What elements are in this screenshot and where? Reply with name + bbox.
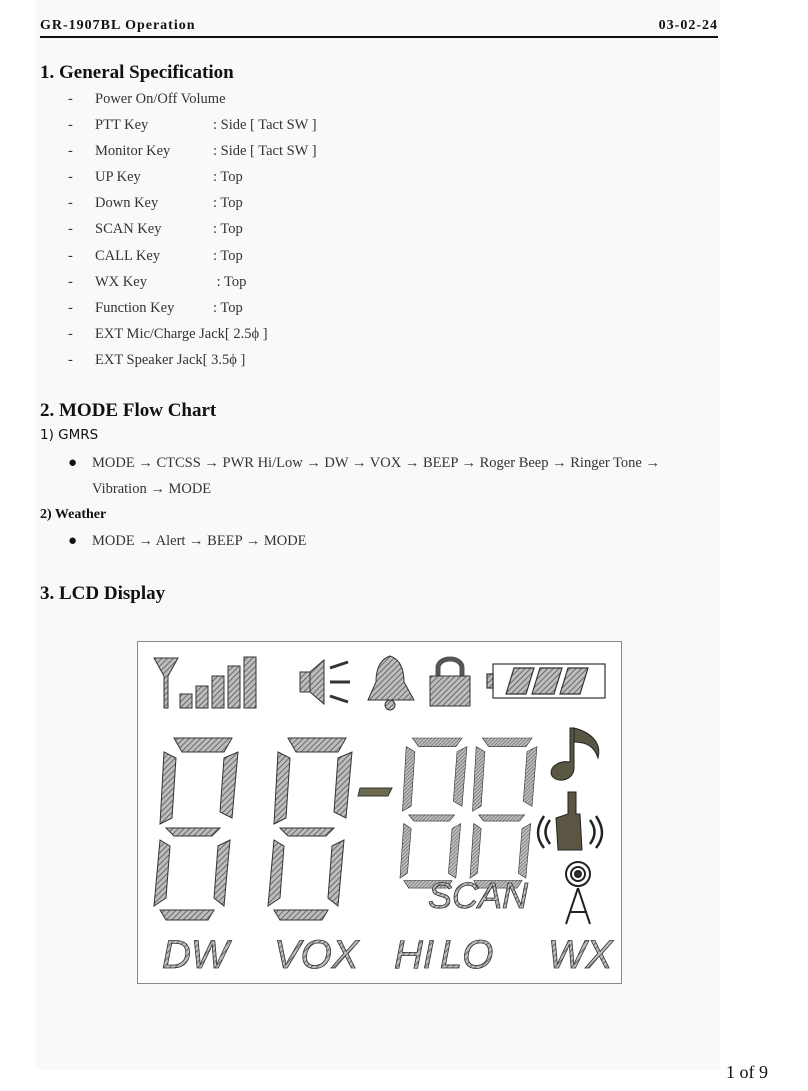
lcd-scan-label: SCAN	[428, 875, 529, 916]
section-mode-flow-title: 2. MODE Flow Chart	[40, 400, 217, 421]
bullet-icon: ●	[68, 533, 78, 549]
gmrs-flow	[68, 450, 728, 502]
vibration-icon	[538, 792, 602, 850]
document-title: GR-1907BL Operation	[40, 18, 196, 33]
weather-flow: ● MODE → Alert → BEEP → MODE	[68, 528, 728, 554]
bell-icon	[368, 656, 414, 710]
section-general-spec-title: 1. General Specification	[40, 62, 234, 83]
document-date: 03-02-24	[658, 18, 718, 33]
section-lcd-title: 3. LCD Display	[40, 583, 166, 604]
weather-antenna-icon	[566, 862, 590, 924]
lcd-illustration	[138, 642, 621, 983]
spec-list	[68, 89, 317, 376]
list-item: - Function Key : Top	[68, 299, 243, 316]
page-header	[40, 18, 718, 38]
lcd-vox-label: VOX	[274, 933, 359, 977]
list-item: - PTT Key : Side [ Tact SW ]	[68, 117, 317, 134]
lcd-digits-right	[400, 738, 537, 888]
lcd-digits-left	[154, 738, 352, 920]
list-item: - UP Key : Top	[68, 169, 243, 186]
lock-icon	[430, 659, 470, 706]
gmrs-flow-line-2: Vibration → MODE	[92, 481, 212, 497]
bullet-icon: ●	[68, 455, 78, 471]
list-item: - EXT Mic/Charge Jack[ 2.5ϕ ]	[68, 325, 268, 342]
lcd-wx-label: WX	[548, 933, 613, 977]
lcd-dw-label: DW	[162, 933, 229, 977]
gmrs-flow-line-1: ● MODE → CTCSS → PWR Hi/Low → DW → VOX → BEEP → Roger Beep → Ringer Tone →	[68, 450, 728, 476]
page-number: 1 of 9	[726, 1062, 768, 1082]
battery-icon	[487, 664, 605, 698]
list-item: - SCAN Key : Top	[68, 221, 243, 238]
list-item: - Power On/Off Volume	[68, 91, 226, 107]
music-note-icon	[551, 728, 599, 780]
list-item: - WX Key : Top	[68, 273, 247, 290]
lcd-display-figure	[137, 641, 622, 984]
lcd-lo-label: LO	[440, 933, 494, 977]
gmrs-label: 1) GMRS	[40, 427, 99, 443]
speaker-icon	[300, 660, 350, 704]
lcd-dash	[358, 788, 392, 796]
list-item: - CALL Key : Top	[68, 247, 243, 264]
list-item: - Monitor Key : Side [ Tact SW ]	[68, 143, 317, 160]
lcd-hi-label: HI	[394, 933, 434, 977]
signal-strength-icon	[154, 657, 256, 708]
list-item: - EXT Speaker Jack[ 3.5ϕ ]	[68, 351, 246, 368]
weather-label: 2) Weather	[40, 507, 107, 522]
list-item: - Down Key : Top	[68, 195, 243, 212]
